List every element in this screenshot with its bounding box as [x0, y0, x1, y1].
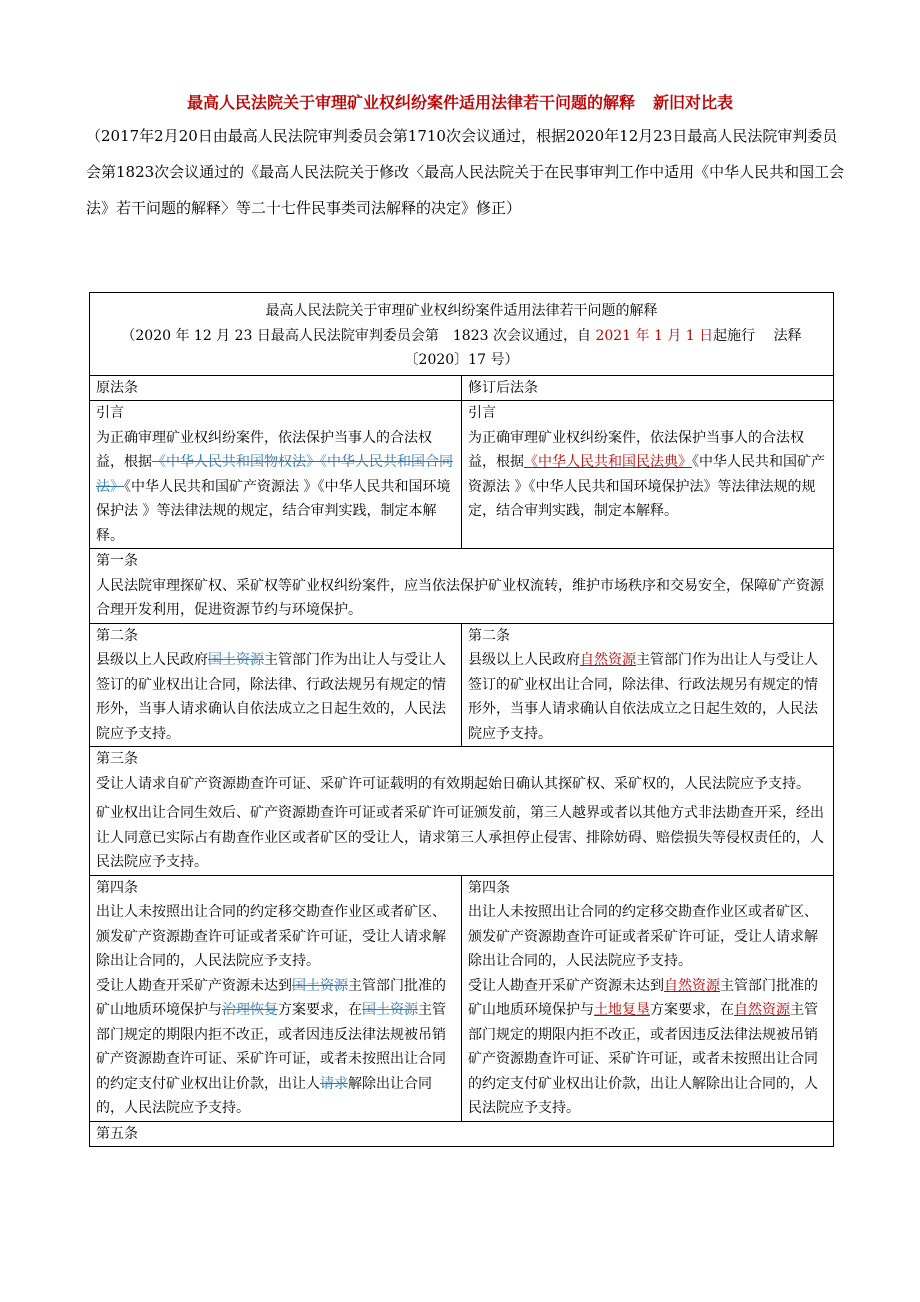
article-text: [468, 648, 827, 746]
preface-old-text: [96, 426, 455, 549]
text-span: 《中华人民共和国矿产资源法 》《中华人民共和国环境保护法》等法律法规的规定，结合审判实践，制定本解释。: [468, 454, 825, 519]
title-suffix: 新旧对比表: [653, 93, 734, 112]
comparison-table: [89, 292, 834, 1147]
header-sub-prefix: （2020 年 12 月 23 日最高人民法院审判委员会第 1823 次会议通过，自: [121, 327, 591, 344]
preface-new-text: [468, 426, 827, 524]
article-heading: 第四条: [96, 879, 138, 896]
table-header-row: [90, 293, 834, 376]
table-row: [90, 1121, 834, 1147]
text-span: 主管部门作为出让人与受让人签订的矿业权出让合同，除法律、行政法规另有规定的情形外，当事人请求确认自依法成立之日起生效的，人民法院应予支持。: [468, 652, 818, 742]
document-title: [0, 90, 920, 113]
article-5: [90, 1121, 834, 1147]
preface-heading: 引言: [468, 405, 496, 421]
preface-new: [462, 401, 834, 549]
header-sub-suffix: 起施行 法释〔2020〕17 号）: [404, 327, 802, 368]
text-span: 县级以上人民政府: [468, 652, 580, 668]
article-paragraph: [468, 974, 827, 1121]
preface-heading: 引言: [96, 405, 124, 421]
text-span: 主管部门规定的期限内拒不改正，或者因违反法律法规被吊销矿产资源勘查许可证、采矿许可证，或者未按照出让合同的约定支付矿业权出让价款，出让人解除出让合同的，人民法院应予支持。: [468, 1002, 818, 1116]
table-header-title: 最高人民法院关于审理矿业权纠纷案件适用法律若干问题的解释: [265, 303, 658, 319]
table-header-subtitle: [100, 324, 823, 373]
article-4-old: [90, 875, 462, 1121]
article-heading: 第一条: [96, 553, 138, 569]
article-heading: 第二条: [96, 627, 138, 644]
table-row: [90, 401, 834, 549]
deleted-text: 国土资源: [292, 977, 348, 994]
text-span: 《中华人民共和国矿产资源法 》《中华人民共和国环境保护法 》等法律法规的规定，结合审判实践，制定本解释。: [96, 478, 451, 544]
article-2-old: [90, 623, 462, 747]
deleted-text: 请求: [320, 1075, 348, 1092]
deleted-text: 治理恢复: [222, 1002, 278, 1018]
text-span: 方案要求，在: [278, 1002, 362, 1018]
article-heading: 第三条: [96, 751, 138, 767]
article-heading: 第五条: [96, 1125, 138, 1142]
text-span: 方案要求，在: [650, 1002, 734, 1018]
article-paragraph: 受让人请求自矿产资源勘查许可证、采矿许可证载明的有效期起始日确认其探矿权、采矿权的，人民法院应予支持。: [96, 775, 810, 792]
inserted-text: 自然资源: [664, 977, 720, 994]
deleted-text: 国土资源: [208, 652, 264, 668]
article-text: [96, 648, 455, 746]
inserted-text: 自然资源: [734, 1002, 790, 1018]
article-paragraph: 出让人未按照出让合同的约定移交勘查作业区或者矿区、颁发矿产资源勘查许可证或者采矿许可证，受让人请求解除出让合同的，人民法院应予支持。: [468, 904, 818, 969]
article-text: 人民法院审理探矿权、采矿权等矿业权纠纷案件，应当依法保护矿业权流转，维护市场秩序和交易安全，保障矿产资源合理开发利用，促进资源节约与环境保护。: [96, 577, 824, 618]
text-span: 主管部门批准的矿山地质环境保护与: [96, 977, 446, 1018]
text-span: 为正确审理矿业权纠纷案件，依法保护当事人的合法权益，根据: [96, 429, 432, 470]
article-heading: 第四条: [468, 879, 510, 896]
title-main: 最高人民法院关于审理矿业权纠纷案件适用法律若干问题的解释: [186, 93, 635, 112]
text-span: 受让人勘查开采矿产资源未达到: [468, 977, 664, 994]
preface-old: [90, 401, 462, 549]
text-span: 县级以上人民政府: [96, 652, 208, 668]
table-header: [90, 293, 834, 376]
column-header-old: 原法条: [90, 375, 462, 401]
inserted-text: 自然资源: [580, 652, 636, 668]
column-header-new: 修订后法条: [462, 375, 834, 401]
table-row: [90, 623, 834, 747]
deleted-text: 国土资源: [362, 1002, 418, 1018]
text-span: 受让人勘查开采矿产资源未达到: [96, 977, 292, 994]
table-row: [90, 875, 834, 1121]
text-span: 为正确审理矿业权纠纷案件，依法保护当事人的合法权益，根据: [468, 429, 804, 470]
column-header-row: [90, 375, 834, 401]
article-paragraph: [96, 974, 455, 1121]
article-1: [90, 549, 834, 624]
text-span: 解除出让合同的，人民法院应予支持。: [96, 1075, 432, 1116]
effective-date: 2021 年 1 月 1 日: [595, 327, 714, 344]
intro-paragraph: （2017年2月20日由最高人民法院审判委员会第1710次会议通过，根据2020年12月23日最高人民法院审判委员会第1823次会议通过的《最高人民法院关于修改〈最高人民法院关于在民事审判工作中适用《中华人民共和国工会法》若干问题的解释〉等二十七件民事类司法解释的决定》修正）: [86, 127, 845, 217]
text-span: 主管部门规定的期限内拒不改正，或者因违反法律法规被吊销矿产资源勘查许可证、采矿许可证，或者未按照出让合同的约定支付矿业权出让价款，出让人: [96, 1002, 446, 1092]
text-span: 主管部门批准的矿山地质环境保护与: [468, 977, 818, 1018]
inserted-text: 《中华人民共和国民法典》: [524, 454, 692, 470]
article-paragraph: 出让人未按照出让合同的约定移交勘查作业区或者矿区、颁发矿产资源勘查许可证或者采矿许可证，受让人请求解除出让合同的，人民法院应予支持。: [96, 904, 446, 969]
article-heading: 第二条: [468, 627, 510, 644]
text-span: 主管部门作为出让人与受让人签订的矿业权出让合同，除法律、行政法规另有规定的情形外，当事人请求确认自依法成立之日起生效的，人民法院应予支持。: [96, 652, 446, 742]
article-paragraph: 矿业权出让合同生效后、矿产资源勘查许可证或者采矿许可证颁发前，第三人越界或者以其他方式非法勘查开采，经出让人同意已实际占有勘查作业区或者矿区的受让人，请求第三人承担停止侵害、排除妨碍、赔偿损失等侵权责任的，人民法院应予支持。: [96, 805, 824, 870]
article-3: [90, 747, 834, 876]
table-row: [90, 549, 834, 624]
inserted-text: 土地复垦: [594, 1002, 650, 1018]
article-4-new: [462, 875, 834, 1121]
deleted-text: 《中华人民共和国物权法》《中华人民共和国合同法》: [96, 454, 453, 495]
article-2-new: [462, 623, 834, 747]
table-row: [90, 747, 834, 876]
